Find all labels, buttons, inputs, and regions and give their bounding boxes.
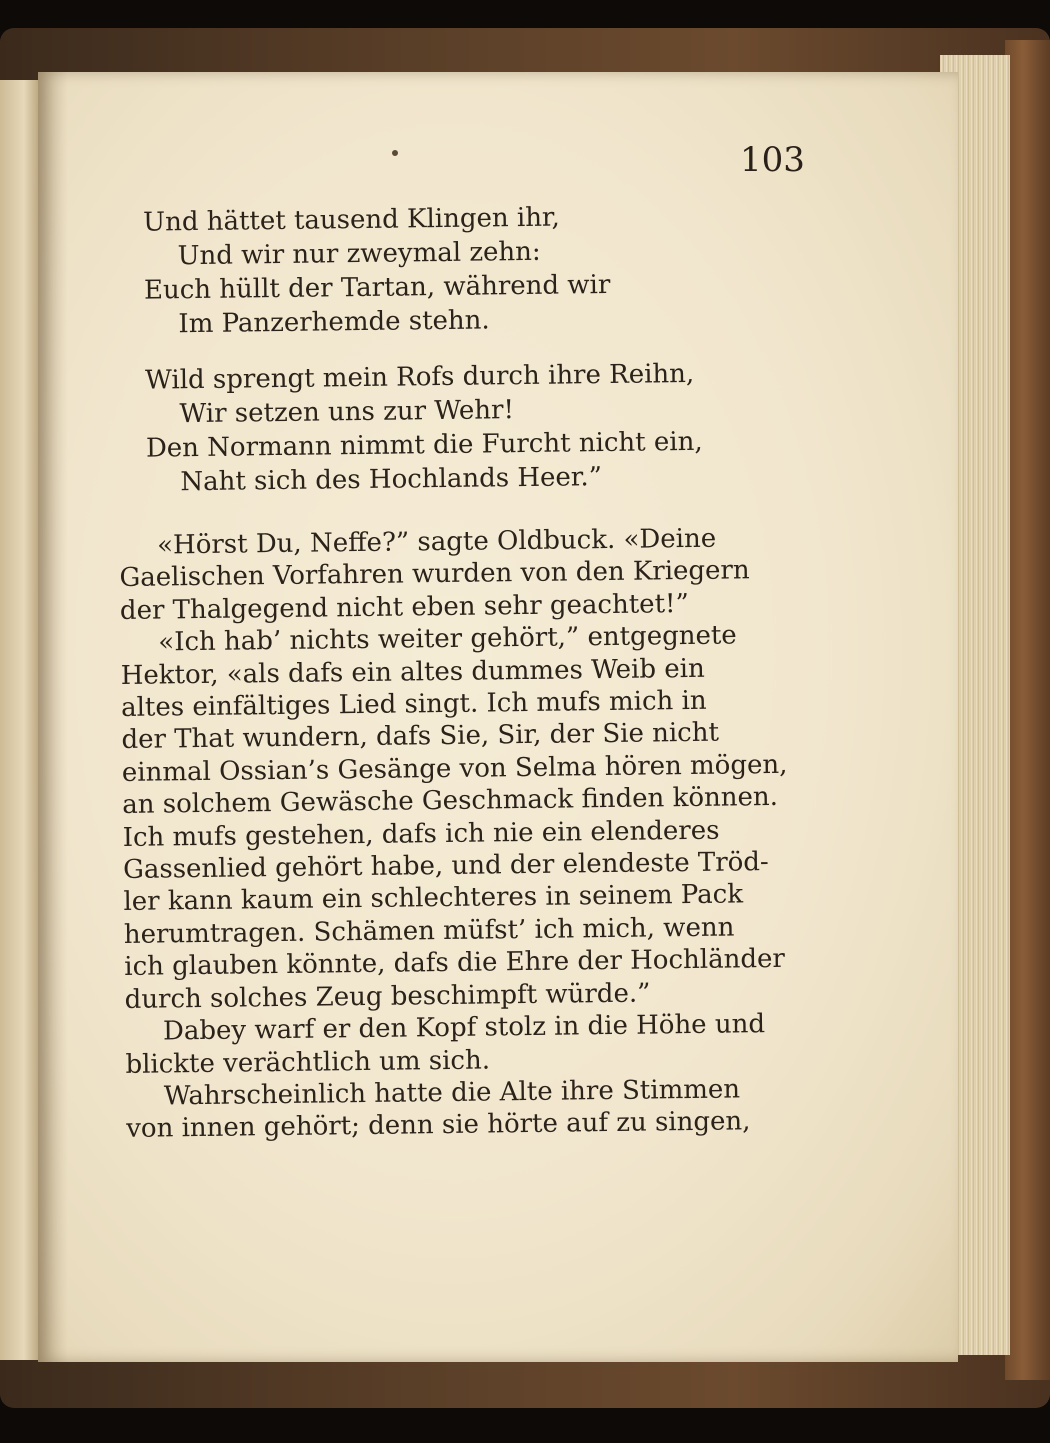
verse-line: Den Normann nimmt die Furcht nicht ein, — [145, 426, 703, 464]
prose-line: blickte verächtlich um sich. — [125, 1044, 491, 1080]
prose-line: altes einfältiges Lied singt. Ich mufs mich in — [120, 685, 707, 723]
gutter-shadow — [38, 72, 68, 1362]
prose-line: der Thalgegend nicht eben sehr geachtet!” — [119, 588, 689, 626]
prose-line: Gassenlied gehört habe, und der elendeste Tröd- — [122, 847, 769, 886]
prose-line: ich glauben könnte, dafs die Ehre der Hochländer — [124, 944, 785, 983]
prose-line: Ich mufs gestehen, dafs ich nie ein elenderes — [122, 815, 720, 853]
verse-line: Euch hüllt der Tartan, während wir — [143, 269, 611, 306]
verse-line: Im Panzerhemde stehn. — [178, 305, 490, 340]
prose-line: Hektor, «als dafs ein altes dummes Weib ein — [120, 653, 705, 691]
prose-line: herumtragen. Schämen müfst’ ich mich, wenn — [123, 912, 735, 950]
facing-page-edge — [0, 80, 40, 1360]
verse-stanza-2 — [145, 355, 819, 499]
prose-line: Wahrscheinlich hatte die Alte ihre Stimmen — [163, 1074, 741, 1112]
ink-mark — [392, 150, 398, 156]
prose-line: an solchem Gewäsche Geschmack finden können. — [122, 782, 779, 821]
prose-line: Gaelischen Vorfahren wurden von den Kriegern — [119, 555, 750, 594]
prose-line: einmal Ossian’s Gesänge von Selma hören mögen, — [121, 749, 788, 788]
prose-line: durch solches Zeug beschimpft würde.” — [124, 978, 651, 1015]
verse-stanza-1 — [143, 197, 817, 341]
verse-line: Naht sich des Hochlands Heer.” — [180, 462, 603, 498]
prose-line: «Ich hab’ nichts weiter gehört,” entgegnete — [158, 620, 737, 658]
book-spine — [1005, 40, 1050, 1380]
prose-block — [119, 521, 826, 1145]
prose-line: von innen gehört; denn sie hörte auf zu singen, — [126, 1106, 751, 1145]
verse-line: Wild sprengt mein Rofs durch ihre Reihn, — [144, 358, 695, 396]
verse-line: Und wir nur zweymal zehn: — [177, 236, 541, 272]
prose-line: «Hörst Du, Neffe?” sagte Oldbuck. «Deine — [156, 523, 717, 561]
page-number: 103 — [740, 140, 805, 180]
verse-line: Und hättet tausend Klingen ihr, — [143, 202, 560, 238]
prose-line: ler kann kaum ein schlechteres in seinem Pack — [123, 879, 744, 918]
prose-line: Dabey warf er den Kopf stolz in die Höhe und — [162, 1009, 766, 1047]
prose-line: der That wundern, dafs Sie, Sir, der Sie nicht — [121, 718, 720, 756]
verse-line: Wir setzen uns zur Wehr! — [179, 395, 515, 430]
page-text — [115, 197, 826, 1145]
